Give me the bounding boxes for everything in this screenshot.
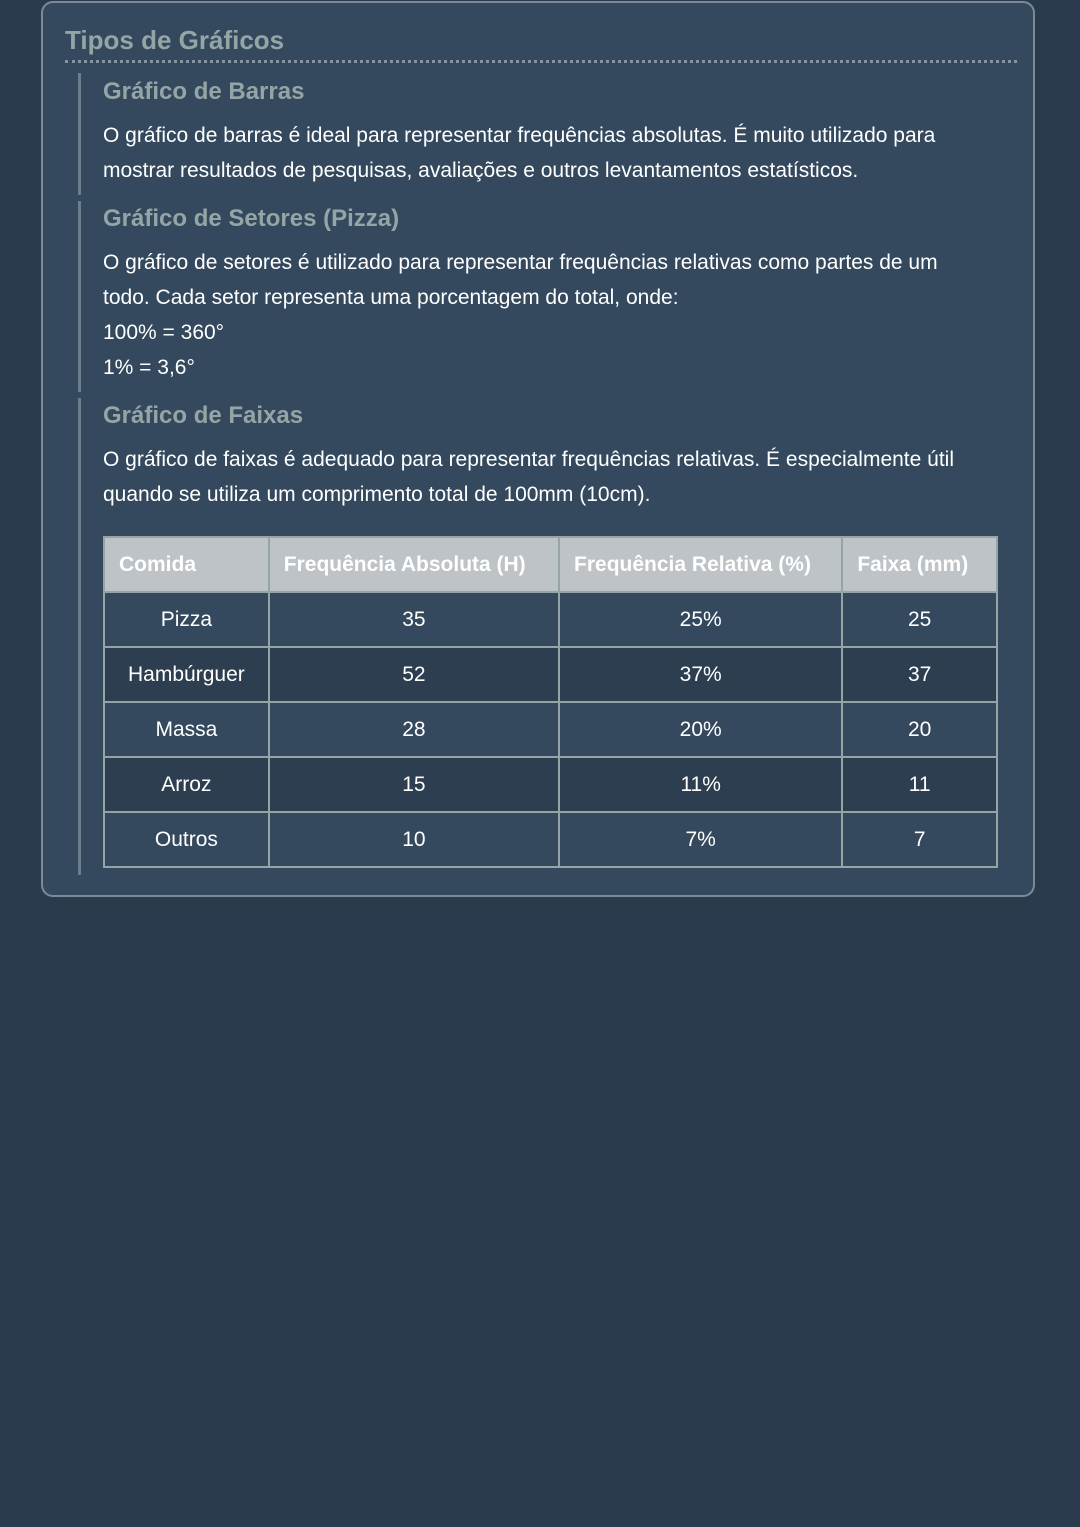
cell-strip: 37 (842, 647, 997, 702)
cell-relative: 20% (559, 702, 842, 757)
cell-absolute: 35 (269, 592, 559, 647)
graph-types-card (41, 1, 1035, 897)
table-row (104, 812, 997, 867)
table-row (104, 757, 997, 812)
header-absolute-frequency: Frequência Absoluta (H) (269, 537, 559, 592)
section-title: Gráfico de Setores (Pizza) (103, 205, 400, 232)
header-relative-frequency: Frequência Relativa (%) (559, 537, 842, 592)
title-divider (65, 60, 1017, 63)
cell-strip: 11 (842, 757, 997, 812)
cell-food: Arroz (104, 757, 269, 812)
cell-relative: 11% (559, 757, 842, 812)
formula-unit: 1% = 3,6° (103, 356, 195, 379)
section-text: O gráfico de faixas é adequado para representar frequências relativas. É especialmente útil quando se utiliza um comprimento total de 100mm (10cm). (103, 448, 954, 506)
cell-absolute: 28 (269, 702, 559, 757)
cell-food: Pizza (104, 592, 269, 647)
cell-absolute: 52 (269, 647, 559, 702)
formula-full: 100% = 360° (103, 321, 225, 344)
cell-strip: 20 (842, 702, 997, 757)
header-strip-mm: Faixa (mm) (842, 537, 997, 592)
header-food: Comida (104, 537, 269, 592)
section-pie-chart (78, 201, 1028, 392)
cell-food: Massa (104, 702, 269, 757)
cell-absolute: 10 (269, 812, 559, 867)
cell-food: Hambúrguer (104, 647, 269, 702)
cell-relative: 37% (559, 647, 842, 702)
table-header-row (104, 537, 997, 592)
table-row (104, 592, 997, 647)
table-row (104, 647, 997, 702)
section-title: Gráfico de Barras (103, 78, 305, 105)
cell-strip: 25 (842, 592, 997, 647)
section-text: O gráfico de barras é ideal para representar frequências absolutas. É muito utilizado para mostrar resultados de pesquisas, avaliações e outros levantamentos estatísticos. (103, 124, 936, 182)
frequency-table (103, 536, 998, 868)
section-text: O gráfico de setores é utilizado para representar frequências relativas como partes de um todo. Cada setor representa uma porcentagem do total, onde: 100% = 360° 1% = 3,6° (103, 251, 938, 379)
table-row (104, 702, 997, 757)
section-bar-chart (78, 73, 1028, 195)
cell-strip: 7 (842, 812, 997, 867)
section-title: Gráfico de Faixas (103, 402, 304, 429)
section-strip-chart (78, 398, 1028, 875)
cell-relative: 25% (559, 592, 842, 647)
card-title: Tipos de Gráficos (65, 25, 285, 55)
cell-food: Outros (104, 812, 269, 867)
cell-absolute: 15 (269, 757, 559, 812)
cell-relative: 7% (559, 812, 842, 867)
